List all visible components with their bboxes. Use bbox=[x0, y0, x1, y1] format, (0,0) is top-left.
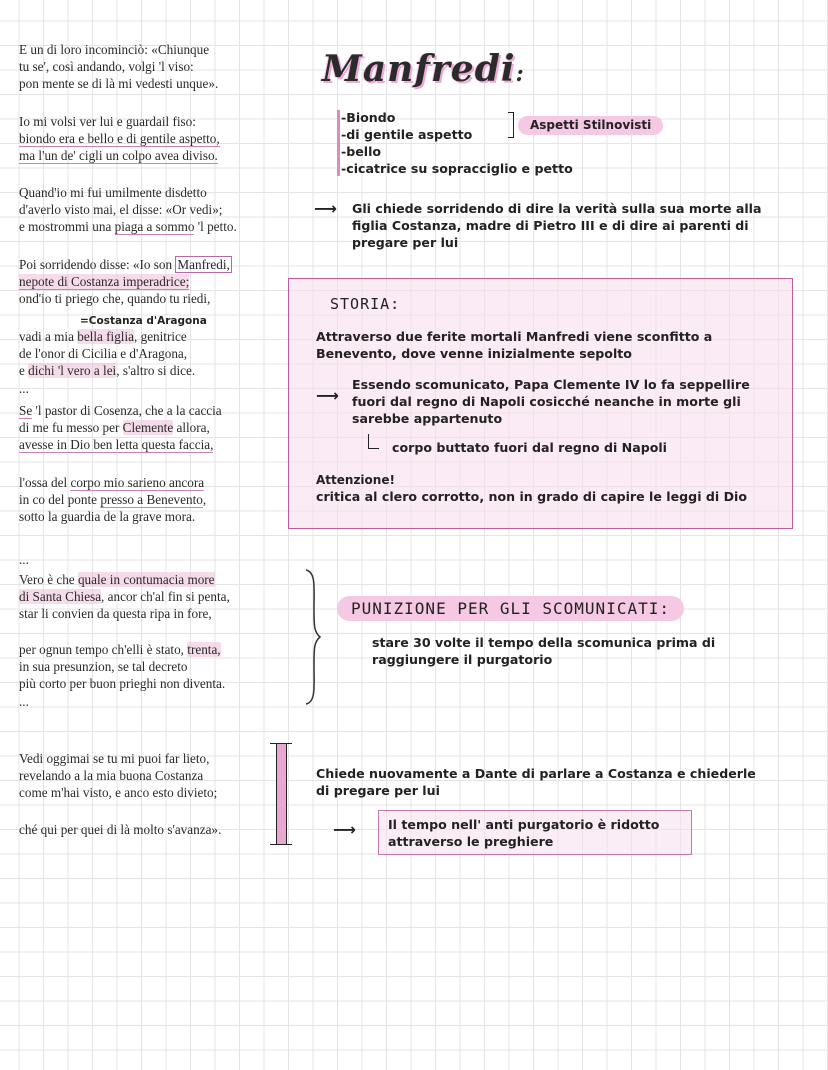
ellipsis: ... bbox=[19, 381, 29, 396]
poem-text: , ancor ch'al fin si penta, bbox=[101, 589, 230, 605]
poem-text-underlined: presso a Benevento bbox=[100, 492, 203, 508]
poem-text-underlined: corpo mio sarieno ancora bbox=[70, 475, 205, 490]
poem-stanza-1 bbox=[19, 41, 218, 93]
poem-stanza-5 bbox=[19, 328, 195, 380]
poem-line: tu se', così andando, volgi 'l viso: bbox=[19, 59, 194, 75]
poem-line: ché qui per quei di là molto s'avanza». bbox=[19, 822, 222, 837]
corner-arrow-icon bbox=[368, 434, 379, 449]
poem-text-highlighted: bella figlia bbox=[77, 329, 134, 344]
costanza-annotation: =Costanza d'Aragona bbox=[80, 315, 207, 327]
poem-stanza-2 bbox=[19, 113, 220, 165]
arrow-note bbox=[352, 200, 762, 251]
ellipsis: ... bbox=[19, 552, 29, 567]
poem-text: , genitrice bbox=[134, 329, 187, 344]
poem-text-highlighted: dichi 'l vero a lei bbox=[28, 363, 117, 379]
poem-line-underlined: biondo era e bello e di gentile aspetto, bbox=[19, 131, 220, 147]
tempo-text bbox=[388, 816, 659, 850]
poem-line: Quand'io mi fui umilmente disdetto bbox=[19, 185, 207, 200]
poem-line-underlined: avesse in Dio ben letta questa faccia, bbox=[19, 437, 214, 453]
poem-line: in sua presunzion, se tal decreto bbox=[19, 659, 188, 675]
poem-text: per ognun tempo ch'elli è stato, bbox=[19, 642, 188, 657]
poem-text-highlighted: quale in contumacia more bbox=[77, 572, 215, 587]
aspect-item: -cicatrice su sopracciglio e petto bbox=[341, 161, 573, 176]
note-line: Attraverso due ferite mortali Manfredi viene sconfitto a bbox=[316, 329, 713, 344]
poem-text: in co del ponte bbox=[19, 492, 101, 508]
poem-text: 'l pastor di Cosenza, che a la caccia bbox=[32, 403, 222, 418]
note-line: Essendo scomunicato, Papa Clemente IV lo fa seppellire bbox=[352, 377, 750, 392]
poem-stanza-11 bbox=[19, 821, 221, 838]
poem-line: sotto la guardia de la grave mora. bbox=[19, 509, 196, 525]
note-line: fuori dal regno di Napoli cosicché neanche in morte gli bbox=[352, 394, 741, 409]
note-line: di pregare per lui bbox=[316, 783, 440, 798]
poem-text: Poi sorridendo disse: «Io son bbox=[19, 257, 176, 272]
attenzione-label: Attenzione! bbox=[316, 473, 395, 487]
punizione-text bbox=[372, 634, 715, 668]
title-colon: : bbox=[515, 61, 525, 87]
poem-stanza-3 bbox=[19, 184, 237, 236]
poem-line-underlined: ma l'un de' cigli un colpo avea diviso. bbox=[19, 148, 218, 164]
poem-stanza-4 bbox=[19, 256, 232, 308]
punizione-title: PUNIZIONE PER GLI SCOMUNICATI: bbox=[337, 596, 684, 621]
aspects-label: Aspetti Stilnovisti bbox=[518, 116, 663, 135]
storia-paragraph-1 bbox=[316, 328, 712, 362]
poem-text: allora, bbox=[173, 420, 210, 436]
poem-text: di me fu messo per bbox=[19, 420, 123, 436]
poem-text-highlighted: Clemente bbox=[122, 420, 174, 436]
poem-line-highlighted: nepote di Costanza imperadrice; bbox=[19, 274, 190, 290]
poem-line: più corto per buon prieghi non diventa. bbox=[19, 676, 226, 692]
poem-line: d'averlo visto mai, el disse: «Or vedi»; bbox=[19, 202, 223, 218]
arrow-icon: ⟶ bbox=[316, 386, 339, 405]
arrow-icon: ⟶ bbox=[333, 820, 356, 839]
aspects-bar bbox=[337, 110, 340, 176]
aspect-item: -bello bbox=[341, 144, 382, 159]
poem-text: e mostrommi una bbox=[19, 219, 115, 235]
poem-line: E un di loro incominciò: «Chiunque bbox=[19, 42, 210, 57]
poem-line: pon mente se di là mi vedesti unque». bbox=[19, 76, 219, 92]
note-line: sarebbe appartenuto bbox=[352, 411, 503, 426]
poem-text: , s'altro si dice. bbox=[116, 363, 196, 379]
note-line: Gli chiede sorridendo di dire la verità sulla sua morte alla bbox=[352, 201, 762, 216]
poem-text-highlighted: trenta, bbox=[187, 642, 221, 657]
poem-line: Io mi volsi ver lui e guardail fiso: bbox=[19, 114, 196, 129]
poem-line: Vedi oggimai se tu mi puoi far lieto, bbox=[19, 751, 210, 766]
poem-stanza-9 bbox=[19, 641, 225, 693]
poem-line: de l'onor di Cicilia e d'Aragona, bbox=[19, 346, 188, 362]
poem-text: l'ossa del bbox=[19, 475, 71, 490]
storia-title: STORIA: bbox=[330, 295, 401, 313]
ellipsis: ... bbox=[19, 694, 29, 709]
poem-text-highlighted: di Santa Chiesa bbox=[19, 589, 102, 605]
note-line: Chiede nuovamente a Dante di parlare a Costanza e chiederle bbox=[316, 766, 756, 781]
poem-line: ond'io ti priego che, quando tu riedi, bbox=[19, 291, 211, 307]
poem-stanza-8 bbox=[19, 571, 230, 623]
poem-line: revelando a la mia buona Costanza bbox=[19, 768, 204, 784]
title-manfredi bbox=[322, 48, 525, 90]
curly-brace-icon bbox=[300, 568, 324, 706]
poem-text: vadi a mia bbox=[19, 329, 78, 344]
bracket-icon bbox=[508, 112, 514, 138]
title-text: Manfredi bbox=[322, 48, 516, 90]
note-line: stare 30 volte il tempo della scomunica prima di bbox=[372, 635, 716, 650]
note-line: attraverso le preghiere bbox=[388, 834, 554, 849]
note-line: Benevento, dove venne inizialmente sepolto bbox=[316, 346, 632, 361]
note-line: pregare per lui bbox=[352, 235, 459, 250]
poem-text-boxed: Manfredi, bbox=[177, 257, 230, 272]
poem-text: , bbox=[202, 492, 207, 508]
poem-line: star li convien da questa ripa in fore, bbox=[19, 606, 212, 622]
note-line: figlia Costanza, madre di Pietro III e di dire ai parenti di bbox=[352, 218, 749, 233]
chiede-text bbox=[316, 765, 756, 799]
storia-paragraph-2 bbox=[352, 376, 750, 427]
aspect-item: -di gentile aspetto bbox=[341, 127, 473, 142]
poem-text-underlined: Se bbox=[19, 403, 33, 418]
aspect-item: -Biondo bbox=[341, 110, 396, 125]
poem-text: Vero è che bbox=[19, 572, 78, 587]
critica-text: critica al clero corrotto, non in grado di capire le leggi di Dio bbox=[316, 489, 748, 504]
poem-stanza-10 bbox=[19, 750, 217, 802]
poem-line: come m'hai visto, e anco esto divieto; bbox=[19, 785, 218, 801]
poem-stanza-6 bbox=[19, 402, 222, 454]
storia-paragraph-3: corpo buttato fuori dal regno di Napoli bbox=[392, 440, 668, 455]
bracket-icon bbox=[270, 743, 292, 845]
poem-stanza-7 bbox=[19, 474, 206, 526]
note-line: raggiungere il purgatorio bbox=[372, 652, 553, 667]
arrow-icon: ⟶ bbox=[314, 199, 337, 218]
poem-text: e bbox=[19, 363, 29, 379]
poem-text-underlined: piaga a sommo bbox=[114, 219, 195, 235]
note-line: Il tempo nell' anti purgatorio è ridotto bbox=[388, 817, 660, 832]
poem-text: 'l petto. bbox=[194, 219, 237, 235]
